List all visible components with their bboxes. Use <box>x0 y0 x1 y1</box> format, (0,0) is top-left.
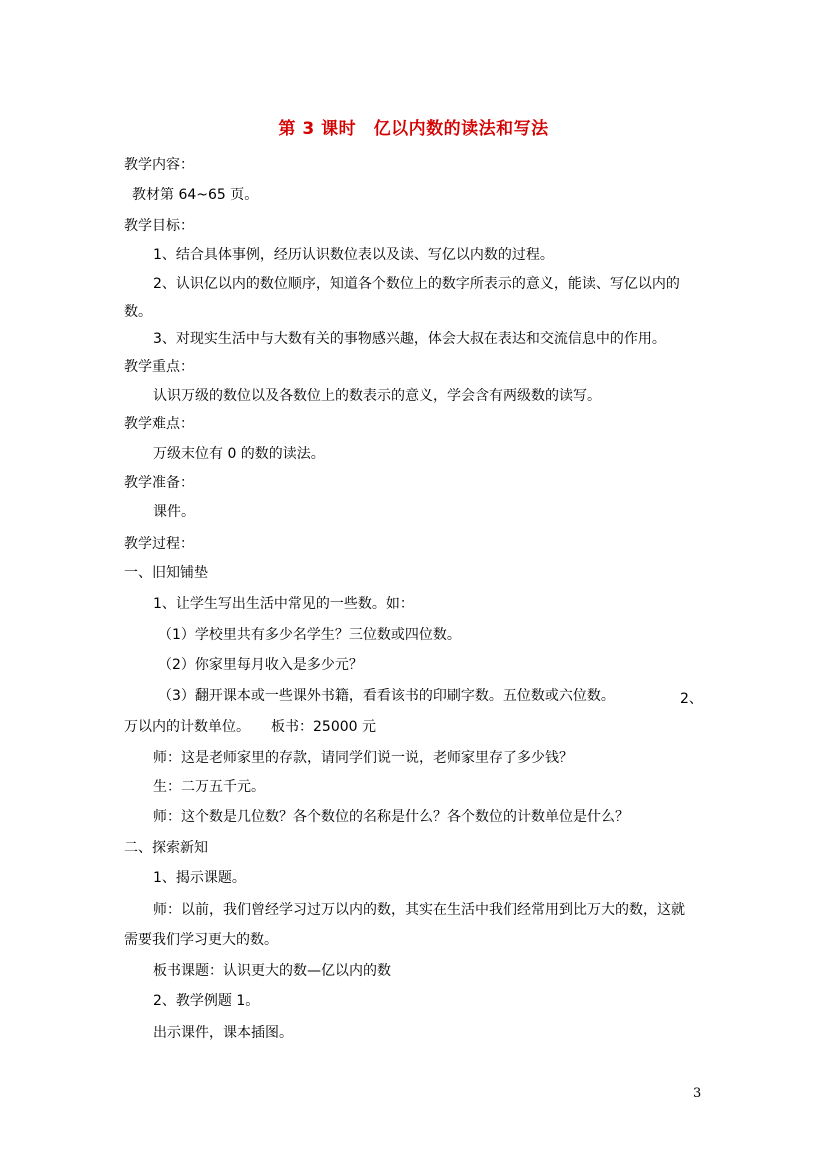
text-line: 生：二万五千元。 <box>153 779 265 795</box>
text-line: 3、对现实生活中与大数有关的事物感兴趣，体会大叔在表达和交流信息中的作用。 <box>153 331 666 347</box>
section-heading: 一、旧知铺垫 <box>124 565 208 581</box>
page-number: 3 <box>693 1086 702 1101</box>
text-line: 认识万级的数位以及各数位上的数表示的意义，学会含有两级数的读写。 <box>153 388 601 404</box>
text-line: 师：这是老师家里的存款，请同学们说一说，老师家里存了多少钱？ <box>153 750 573 766</box>
text-line: 万以内的计数单位。 板书：25000 元 <box>124 719 376 735</box>
heading-preparation: 教学准备： <box>124 475 194 491</box>
text-line: （2）你家里每月收入是多少元？ <box>158 657 363 673</box>
lesson-title: 第 3 课时 亿以内数的读法和写法 <box>278 119 549 139</box>
text-line: 1、让学生写出生活中常见的一些数。如： <box>153 596 414 612</box>
text-line: 1、结合具体事例，经历认识数位表以及读、写亿以内数的过程。 <box>153 247 554 263</box>
text-line: 师：以前，我们曾经学习过万以内的数，其实在生活中我们经常用到比万大的数，这就 <box>153 902 685 918</box>
text-line: 出示课件，课本插图。 <box>153 1025 293 1041</box>
text-line: 板书课题：认识更大的数—亿以内的数 <box>153 963 391 979</box>
text-line: 2、 <box>680 691 703 707</box>
text-line: 数。 <box>124 304 152 320</box>
text-line: 课件。 <box>153 504 195 520</box>
text-line: （3）翻开课本或一些课外书籍，看看该书的印刷字数。五位数或六位数。 <box>158 688 615 704</box>
text-line: 2、教学例题 1。 <box>153 993 260 1009</box>
heading-content: 教学内容： <box>124 157 194 173</box>
heading-difficulties: 教学难点： <box>124 416 194 432</box>
heading-key-points: 教学重点： <box>124 359 194 375</box>
text-line: 师：这个数是几位数？各个数位的名称是什么？各个数位的计数单位是什么？ <box>153 809 629 825</box>
heading-process: 教学过程： <box>124 536 194 552</box>
text-line: 需要我们学习更大的数。 <box>124 932 278 948</box>
heading-goals: 教学目标： <box>124 218 194 234</box>
text-line: 教材第 64~65 页。 <box>132 187 259 203</box>
text-line: （1）学校里共有多少名学生？三位数或四位数。 <box>158 627 461 643</box>
text-line: 1、揭示课题。 <box>153 870 246 886</box>
text-line: 万级末位有 0 的数的读法。 <box>153 446 325 462</box>
text-line: 2、认识亿以内的数位顺序，知道各个数位上的数字所表示的意义，能读、写亿以内的 <box>153 276 680 292</box>
section-heading: 二、探索新知 <box>124 840 208 856</box>
